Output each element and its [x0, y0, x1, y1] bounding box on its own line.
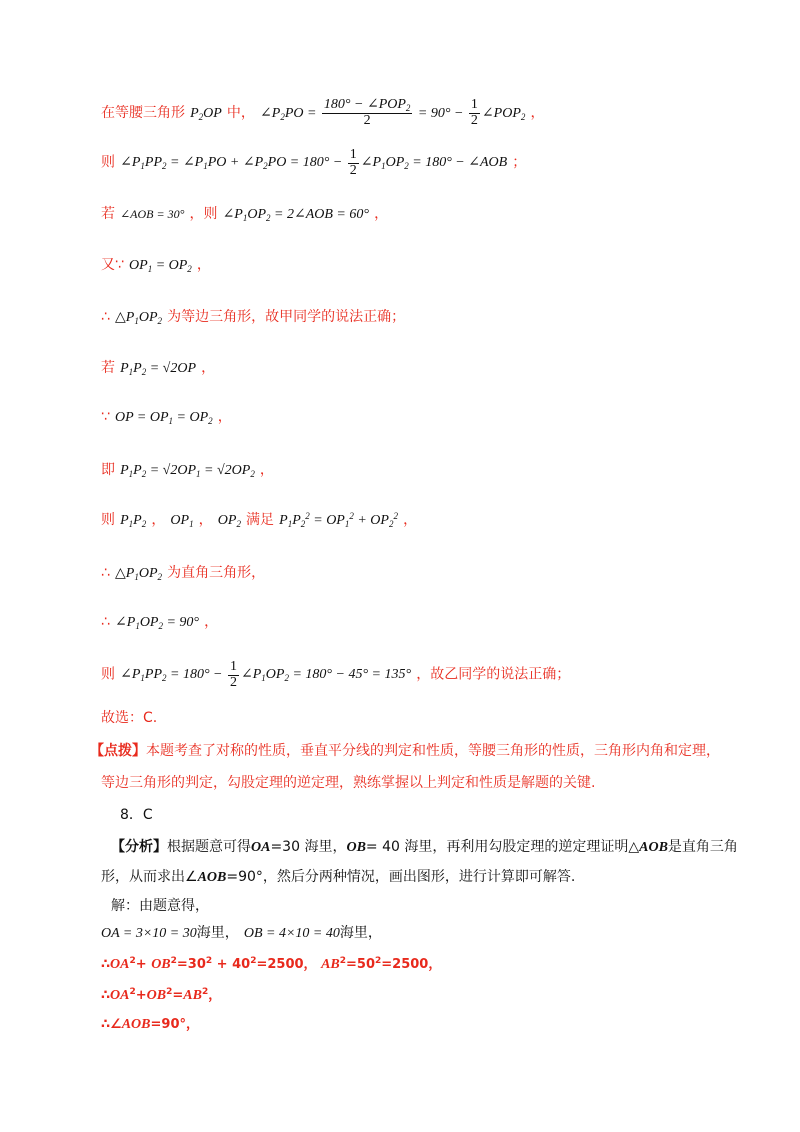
math: $\angle P_1PP_2 = 180^\circ$ − $\frac{1}{2}$ $\angle P_1OP_2 = 180^\circ - 45^\circ = 135^\circ$ — [120, 659, 412, 690]
text: =90°， — [150, 1017, 199, 1032]
math: OA — [251, 840, 271, 855]
line-because-equal — [101, 254, 800, 274]
line-squares: $\therefore OA^2+ OB^2=30^2 + 40^2=2500$， $AB^2=50^2=2500$， — [101, 956, 442, 972]
fraction: $\frac{180^\circ - \angle POP_2}{2}$ — [323, 97, 411, 129]
line-isosceles-angle — [101, 98, 800, 129]
text: ， — [198, 512, 213, 528]
math: OA = 3×10 = 30 — [101, 926, 197, 941]
text: 若 — [101, 360, 115, 376]
line-equilateral — [101, 306, 800, 326]
text: =2500， — [381, 957, 442, 972]
text: 是直角三角 — [667, 839, 738, 855]
text: ，故乙同学的说法正确； — [416, 666, 571, 683]
text: ， — [259, 462, 274, 478]
math: OB — [146, 988, 167, 1003]
text: 为等边三角形，故甲同学的说法正确； — [167, 309, 406, 325]
text: =30 — [176, 957, 206, 972]
line-if-sqrt2 — [101, 357, 800, 377]
text: 则 — [101, 154, 115, 171]
text: =90°，然后分两种情况，画出图形，进行计算即可解答. — [226, 869, 576, 885]
line-aob-90 — [101, 1013, 800, 1033]
text: 根据题意可得 — [167, 839, 251, 855]
text: ， — [208, 988, 222, 1003]
analysis-tag: 【分析】 — [111, 839, 167, 855]
math: OB — [151, 957, 171, 972]
math: $P_1P_2 = √2OP_1 = √2OP_2$ — [120, 463, 255, 479]
line-distances — [101, 922, 800, 942]
fraction-half: $\frac{1}{2}$ — [230, 659, 237, 690]
question-number: 8．C — [120, 807, 153, 823]
math: $OP_2$ — [217, 513, 241, 529]
text: 海里， — [196, 925, 239, 941]
math: $\angle P_1OP_2 = 90^\circ$ — [115, 615, 200, 631]
line-angle-135 — [101, 660, 800, 690]
math: OA — [110, 957, 130, 972]
math: OB — [346, 840, 366, 855]
therefore-symbol: ∴∠ — [101, 1017, 122, 1032]
math: AOB — [197, 870, 227, 885]
line-remark-cont: 等边三角形的判定，勾股定理的逆定理，熟练掌握以上判定和性质是解题的关键. — [101, 775, 596, 791]
therefore-symbol: ∴ — [101, 565, 110, 581]
line-answer-c: 故选：C. — [101, 710, 158, 726]
math: AOB — [121, 1017, 151, 1032]
text: 则 — [101, 512, 115, 528]
math: $\angle P_1PP_2$ = $\angle P_1PO$ + $\angle P_2PO = 180^\circ$ − $\frac{1}{2}$ $\angle P_1OP_2 = 180^\circ$ − ∠AOB — [120, 147, 508, 178]
line-if-30 — [101, 203, 800, 223]
math: $\triangle P_1OP_2$ — [115, 310, 163, 326]
therefore-symbol: ∴ — [101, 957, 111, 972]
text: 满足 — [246, 512, 275, 528]
line-analysis — [111, 836, 800, 856]
text: 海里， — [339, 925, 382, 941]
line-angle-p1pp2 — [101, 148, 800, 178]
text: ， — [196, 257, 211, 273]
line-namely — [101, 459, 800, 479]
text: 若 — [101, 206, 115, 222]
line-solution: 解：由题意得， — [111, 898, 209, 914]
line-sum-squares: $\therefore OA^2+OB^2=AB^2$， — [101, 987, 222, 1003]
text: 又∵ — [101, 257, 124, 273]
math: $P_1P_2^2 = OP_1^2 + OP_2^2$ — [279, 511, 398, 529]
text: ， — [403, 512, 418, 528]
text: =2500， — [256, 957, 322, 972]
text: ； — [512, 154, 527, 171]
math: OA — [110, 988, 130, 1003]
text: 形，从而求出∠ — [101, 869, 198, 885]
text: ， — [151, 512, 166, 528]
text: + — [135, 957, 152, 972]
math: $OP_1 = OP_2$ — [129, 258, 192, 274]
text: =30 海里， — [270, 839, 347, 855]
text: 中， — [226, 104, 255, 121]
fraction-half: $\frac{1}{2}$ — [470, 97, 478, 129]
math: OB = 4×10 = 40 — [243, 926, 340, 941]
line-pythagorean — [101, 509, 800, 529]
remark-tag: 【点拨】 — [90, 743, 146, 759]
text: 则 — [101, 666, 115, 683]
text: + 40 — [212, 957, 251, 972]
line-analysis-cont — [101, 866, 800, 886]
text: =50 — [346, 957, 376, 972]
text: ， — [217, 409, 232, 425]
text: 为直角三角形， — [167, 565, 266, 581]
math: OP = $OP_1 = OP_2$ — [115, 410, 213, 426]
math: $OP_1$ — [170, 513, 194, 529]
math: $P_1P_2 = √2OP$ — [120, 361, 197, 377]
math: $\angle P_2PO$ = $\frac{180^\circ - \angle POP_2}{2}$ = 90° − $\frac{1}{2}$ $\angle POP_2$ — [260, 97, 526, 129]
therefore-symbol: ∴ — [101, 988, 111, 1003]
line-angle-90 — [101, 611, 800, 631]
text: + — [135, 988, 147, 1003]
line-right-triangle — [101, 562, 800, 582]
therefore-symbol: ∴ — [101, 309, 110, 325]
math: ∠AOB = 30° — [120, 207, 185, 221]
fraction-half: $\frac{1}{2}$ — [349, 147, 357, 178]
math: AB — [321, 957, 340, 972]
text: = — [172, 988, 184, 1003]
text: ， — [374, 206, 389, 222]
line-remark — [90, 740, 800, 760]
math: $P_1P_2$ — [120, 513, 147, 529]
math: $P_2OP$ — [190, 105, 222, 122]
text: 即 — [101, 462, 115, 478]
because-symbol: ∵ — [101, 409, 110, 425]
line-op-equal — [101, 406, 800, 426]
math: AB — [183, 988, 202, 1003]
text: ， — [204, 614, 219, 630]
math: $\angle P_1OP_2$ = 2∠AOB = 60° — [222, 207, 369, 223]
text: ， — [201, 360, 216, 376]
text: 在等腰三角形 — [101, 104, 185, 121]
text: 本题考查了对称的性质，垂直平分线的判定和性质，等腰三角形的性质，三角形内角和定理， — [146, 743, 720, 759]
math: AOB — [639, 840, 668, 855]
therefore-symbol: ∴ — [101, 614, 110, 630]
math: $\triangle P_1OP_2$ — [115, 566, 163, 582]
text: ， — [530, 104, 545, 121]
text: ，则 — [189, 206, 218, 222]
text: = 40 海里，再利用勾股定理的逆定理证明△ — [365, 839, 640, 855]
